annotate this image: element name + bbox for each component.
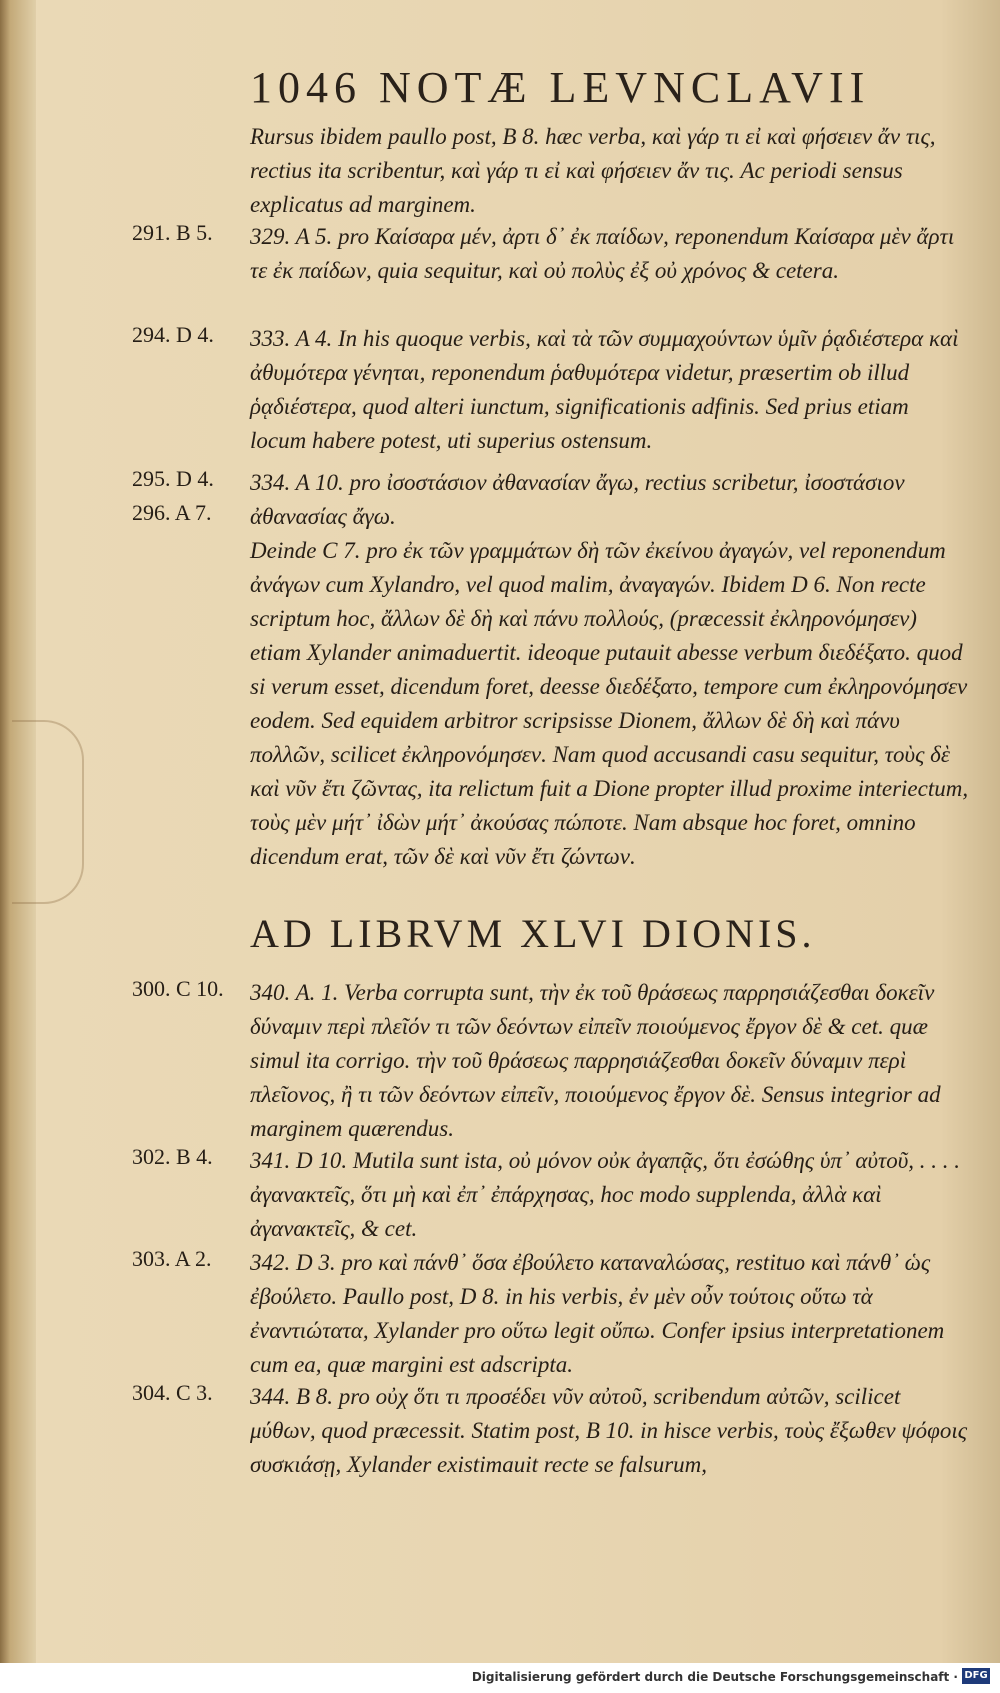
entry-2-ref: 294. D 4. bbox=[132, 322, 214, 347]
entry-1-ref: 291. B 5. bbox=[132, 220, 213, 245]
entry2-2-ref: 303. A 2. bbox=[132, 1246, 212, 1271]
entry-0-text: Rursus ibidem paullo post, B 8. hæc verba, καὶ γάρ τι εἰ καὶ φήσειεν ἄν τις, rectius ita scribentur, καὶ γάρ τι εἰ καὶ φήσειεν ἄν τις. Ac periodi sensus explicatus ad marginem. bbox=[250, 124, 936, 217]
entry2-0-ref: 300. C 10. bbox=[132, 976, 224, 1001]
entry-4-ref: 296. A 7. bbox=[132, 500, 212, 525]
entry2-0-text: 340. A. 1. Verba corrupta sunt, τὴν ἐκ τοῦ θράσεως παρρησιάζεσθαι δοκεῖν δύναμιν περὶ πλεῖόν τι τῶν δεόντων εἰπεῖν ποιούμενος ἔργον δὲ & cet. quæ simul ita corrigo. τὴν τοῦ θράσεως παρρησιάζεσθαι δοκεῖν δύναμιν περὶ πλεῖονος, ἢ τι τῶν δεόντων εἰπεῖν, ποιούμενος ἔργον δὲ. Sensus integrior ad marginem quærendus. bbox=[250, 980, 941, 1141]
running-header: 1046 NOTÆ LEVNCLAVII bbox=[250, 63, 871, 112]
entry-3-ref: 295. D 4. bbox=[132, 466, 214, 491]
entry-2-text: 333. A 4. In his quoque verbis, καὶ τὰ τῶν συμμαχούντων ὑμῖν ῥᾳδιέστερα καὶ ἀθυμότερα γένηται, reponendum ῥαθυμότερα videtur, præsertim ob illud ῥᾳδιέστερα, quod alteri iunctum, significationis adfinis. Sed prius etiam locum habere potest, uti superius ostensum. bbox=[250, 326, 959, 453]
entry2-2-text: 342. D 3. pro καὶ πάνθ᾽ ὅσα ἐβούλετο καταναλώσας, restituo καὶ πάνθ᾽ ὡς ἐβούλετο. Paullo post, D 8. in his verbis, ἐν μὲν οὖν τούτοις οὕτω τὰ ἐναντιώτατα, Xylander pro οὕτω legit οὔπω. Confer ipsius interpretationem cum ea, quæ margini est adscripta. bbox=[250, 1250, 945, 1377]
dfg-logo: DFG bbox=[962, 1668, 990, 1684]
entry-4-text: Deinde C 7. pro ἐκ τῶν γραμμάτων δὴ τῶν ἐκείνου ἀγαγών, vel reponendum ἀνάγων cum Xylandro, vel quod malim, ἀναγαγών. Ibidem D 6. Non recte scriptum hoc, ἄλλων δὲ δὴ καὶ πάνυ πολλούς, (præcessit ἐκληρονόμησεν) etiam Xylander animaduertit. ideoque putauit abesse verbum διεδέξατο. quod si verum esset, dicendum foret, deesse διεδέξατο, tempore cum ἐκληρονόμησεν eodem. Sed equidem arbitror scripsisse Dionem, ἄλλων δὲ δὴ καὶ πάνυ πολλῶν, scilicet ἐκληρονόμησεν. Nam quod accusandi casu sequitur, τοὺς δὲ καὶ νῦν ἔτι ζῶντας, ita relictum fuit a Dione propter illud proxime interiectum, τοὺς μὲν μήτ᾽ ἰδὼν μήτ᾽ ἀκούσας πώποτε. Nam absque hoc foret, omnino dicendum erat, τῶν δὲ καὶ νῦν ἔτι ζώντων. bbox=[250, 538, 969, 869]
entry2-1-ref: 302. B 4. bbox=[132, 1144, 213, 1169]
digitization-credit: Digitalisierung gefördert durch die Deutsche Forschungsgemeinschaft · bbox=[471, 1670, 958, 1684]
entry2-3-text: 344. B 8. pro οὐχ ὅτι τι προσέδει νῦν αὐτοῦ, scribendum αὐτῶν, scilicet μύθων, quod præcessit. Statim post, B 10. in hisce verbis, τοὺς ἔξωθεν ψόφοις συσκιάσῃ, Xylander existimauit recte se falsurum, bbox=[250, 1384, 968, 1477]
entry2-1-text: 341. D 10. Mutila sunt ista, οὐ μόνον οὐκ ἀγαπᾷς, ὅτι ἐσώθης ὑπ᾽ αὐτοῦ, . . . . ἀγανακτεῖς, ὅτι μὴ καὶ ἐπ᾽ ἐπάρχησας, hoc modo supplenda, ἀλλὰ καὶ ἀγανακτεῖς, & cet. bbox=[250, 1148, 961, 1241]
entry-3-text: 334. A 10. pro ἰσοστάσιον ἀθανασίαν ἄγω, rectius scribetur, ἰσοστάσιον ἀθανασίας ἄγω. bbox=[250, 470, 905, 529]
section-title: AD LIBRVM XLVI DIONIS. bbox=[250, 911, 816, 956]
page-clasp-shadow bbox=[12, 720, 84, 904]
entry-1-text: 329. A 5. pro Καίσαρα μέν, ἀρτι δ᾽ ἐκ παίδων, reponendum Καίσαρα μὲν ἄρτι τε ἐκ παίδων, quia sequitur, καὶ οὐ πολὺς ἐξ οὐ χρόνος & cetera. bbox=[250, 224, 955, 283]
entry2-3-ref: 304. C 3. bbox=[132, 1380, 213, 1405]
